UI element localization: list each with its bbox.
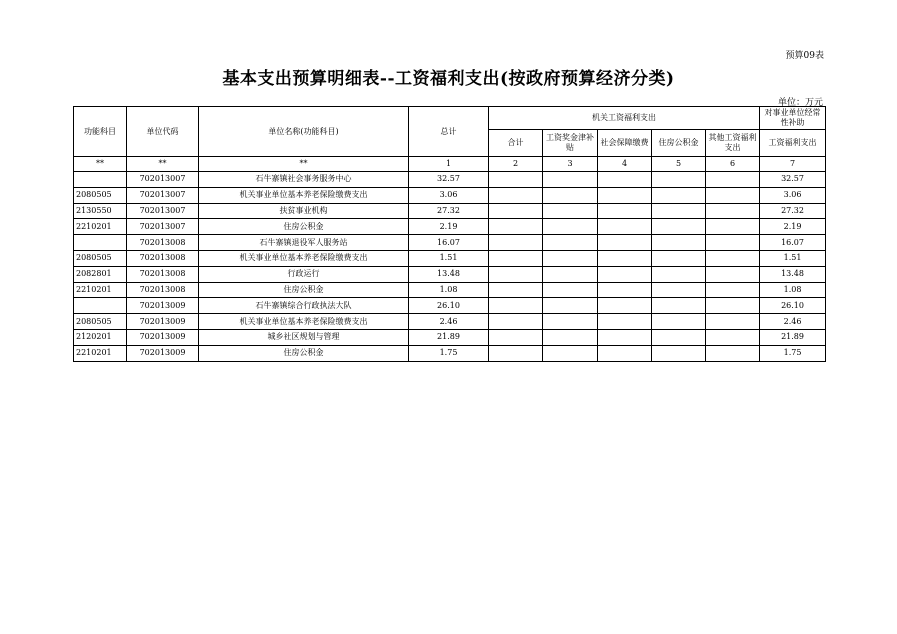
table-row <box>74 203 826 219</box>
inst-wage-cell: 32.57 <box>760 172 826 188</box>
other-cell <box>706 266 760 282</box>
table-row <box>74 282 826 298</box>
func-code-cell <box>74 235 127 251</box>
unit-name-cell: 机关事业单位基本养老保险缴费支出 <box>199 250 409 266</box>
unit-name-cell: 石牛寨镇退役军人服务站 <box>199 235 409 251</box>
col-other: 其他工资福利支出 <box>706 130 760 157</box>
unit-code-cell: 702013009 <box>127 345 199 361</box>
unit-name-cell: 住房公积金 <box>199 219 409 235</box>
total-cell: 16.07 <box>409 235 489 251</box>
total-cell: 3.06 <box>409 187 489 203</box>
housing-cell <box>652 172 706 188</box>
func-code-cell: 2210201 <box>74 219 127 235</box>
func-code-cell <box>74 298 127 314</box>
social-cell <box>598 282 652 298</box>
unit-name-cell: 机关事业单位基本养老保险缴费支出 <box>199 187 409 203</box>
social-cell <box>598 235 652 251</box>
total-cell: 1.08 <box>409 282 489 298</box>
housing-cell <box>652 345 706 361</box>
sum-cell <box>489 314 543 330</box>
housing-cell <box>652 266 706 282</box>
other-cell <box>706 329 760 345</box>
inst-wage-cell: 3.06 <box>760 187 826 203</box>
func-code-cell: 2130550 <box>74 203 127 219</box>
total-cell: 2.46 <box>409 314 489 330</box>
table-row <box>74 314 826 330</box>
col-social: 社会保障缴费 <box>598 130 652 157</box>
sum-cell <box>489 298 543 314</box>
index-row <box>74 157 826 172</box>
unit-name-cell: 石牛寨镇社会事务服务中心 <box>199 172 409 188</box>
col-wage: 工资奖金津补贴 <box>543 130 598 157</box>
sum-cell <box>489 250 543 266</box>
index-cell: ** <box>127 157 199 172</box>
table-row <box>74 266 826 282</box>
func-code-cell: 2080505 <box>74 187 127 203</box>
unit-name-cell: 住房公积金 <box>199 282 409 298</box>
other-cell <box>706 250 760 266</box>
other-cell <box>706 219 760 235</box>
social-cell <box>598 250 652 266</box>
social-cell <box>598 329 652 345</box>
sum-cell <box>489 219 543 235</box>
housing-cell <box>652 187 706 203</box>
unit-label: 单位：万元 <box>777 98 823 108</box>
housing-cell <box>652 235 706 251</box>
other-cell <box>706 235 760 251</box>
sum-cell <box>489 187 543 203</box>
total-cell: 27.32 <box>409 203 489 219</box>
inst-wage-cell: 1.08 <box>760 282 826 298</box>
sum-cell <box>489 235 543 251</box>
unit-code-cell: 702013007 <box>127 219 199 235</box>
inst-wage-cell: 1.75 <box>760 345 826 361</box>
housing-cell <box>652 250 706 266</box>
unit-code-cell: 702013007 <box>127 172 199 188</box>
sum-cell <box>489 266 543 282</box>
social-cell <box>598 266 652 282</box>
housing-cell <box>652 314 706 330</box>
housing-cell <box>652 298 706 314</box>
index-cell: 1 <box>409 157 489 172</box>
wage-cell <box>543 219 598 235</box>
wage-cell <box>543 329 598 345</box>
func-code-cell: 2210201 <box>74 282 127 298</box>
unit-code-cell: 702013009 <box>127 329 199 345</box>
inst-wage-cell: 2.46 <box>760 314 826 330</box>
col-unit-name: 单位名称(功能科目) <box>199 107 409 157</box>
col-group-org-welfare: 机关工资福利支出 <box>489 107 760 130</box>
other-cell <box>706 345 760 361</box>
func-code-cell: 2210201 <box>74 345 127 361</box>
housing-cell <box>652 329 706 345</box>
unit-code-cell: 702013007 <box>127 187 199 203</box>
page-title: 基本支出预算明细表--工资福利支出(按政府预算经济分类) <box>222 69 675 89</box>
inst-wage-cell: 27.32 <box>760 203 826 219</box>
func-code-cell: 2080505 <box>74 314 127 330</box>
inst-wage-cell: 13.48 <box>760 266 826 282</box>
sum-cell <box>489 172 543 188</box>
index-cell: ** <box>74 157 127 172</box>
index-cell: ** <box>199 157 409 172</box>
wage-cell <box>543 250 598 266</box>
table-row <box>74 219 826 235</box>
col-sum: 合计 <box>489 130 543 157</box>
other-cell <box>706 187 760 203</box>
inst-wage-cell: 16.07 <box>760 235 826 251</box>
sum-cell <box>489 329 543 345</box>
index-cell: 5 <box>652 157 706 172</box>
wage-cell <box>543 235 598 251</box>
inst-wage-cell: 2.19 <box>760 219 826 235</box>
wage-cell <box>543 282 598 298</box>
budget-table <box>73 106 826 362</box>
table-row <box>74 298 826 314</box>
table-row <box>74 172 826 188</box>
col-func-code: 功能科目 <box>74 107 127 157</box>
total-cell: 13.48 <box>409 266 489 282</box>
unit-code-cell: 702013008 <box>127 250 199 266</box>
social-cell <box>598 314 652 330</box>
col-group-inst-subsidy: 对事业单位经常性补助 <box>760 107 826 130</box>
unit-code-cell: 702013008 <box>127 266 199 282</box>
unit-name-cell: 城乡社区规划与管理 <box>199 329 409 345</box>
social-cell <box>598 345 652 361</box>
table-code: 预算09表 <box>785 51 824 61</box>
index-cell: 6 <box>706 157 760 172</box>
index-cell: 7 <box>760 157 826 172</box>
wage-cell <box>543 172 598 188</box>
unit-code-cell: 702013008 <box>127 282 199 298</box>
sum-cell <box>489 345 543 361</box>
unit-code-cell: 702013009 <box>127 298 199 314</box>
table-row <box>74 235 826 251</box>
index-cell: 3 <box>543 157 598 172</box>
table-row <box>74 187 826 203</box>
unit-code-cell: 702013009 <box>127 314 199 330</box>
other-cell <box>706 203 760 219</box>
sum-cell <box>489 203 543 219</box>
unit-name-cell: 住房公积金 <box>199 345 409 361</box>
unit-name-cell: 行政运行 <box>199 266 409 282</box>
total-cell: 1.75 <box>409 345 489 361</box>
table-row <box>74 329 826 345</box>
housing-cell <box>652 219 706 235</box>
total-cell: 2.19 <box>409 219 489 235</box>
inst-wage-cell: 1.51 <box>760 250 826 266</box>
other-cell <box>706 282 760 298</box>
wage-cell <box>543 266 598 282</box>
inst-wage-cell: 21.89 <box>760 329 826 345</box>
col-total: 总计 <box>409 107 489 157</box>
func-code-cell <box>74 172 127 188</box>
other-cell <box>706 314 760 330</box>
housing-cell <box>652 203 706 219</box>
wage-cell <box>543 314 598 330</box>
index-cell: 4 <box>598 157 652 172</box>
unit-name-cell: 机关事业单位基本养老保险缴费支出 <box>199 314 409 330</box>
unit-name-cell: 扶贫事业机构 <box>199 203 409 219</box>
col-housing: 住房公积金 <box>652 130 706 157</box>
func-code-cell: 2080505 <box>74 250 127 266</box>
table-row <box>74 250 826 266</box>
total-cell: 21.89 <box>409 329 489 345</box>
housing-cell <box>652 282 706 298</box>
social-cell <box>598 219 652 235</box>
inst-wage-cell: 26.10 <box>760 298 826 314</box>
social-cell <box>598 187 652 203</box>
social-cell <box>598 172 652 188</box>
func-code-cell: 2082801 <box>74 266 127 282</box>
wage-cell <box>543 345 598 361</box>
col-inst-wage: 工资福利支出 <box>760 130 826 157</box>
table-row <box>74 345 826 361</box>
total-cell: 32.57 <box>409 172 489 188</box>
wage-cell <box>543 187 598 203</box>
social-cell <box>598 203 652 219</box>
unit-code-cell: 702013008 <box>127 235 199 251</box>
wage-cell <box>543 298 598 314</box>
other-cell <box>706 298 760 314</box>
social-cell <box>598 298 652 314</box>
sum-cell <box>489 282 543 298</box>
func-code-cell: 2120201 <box>74 329 127 345</box>
index-cell: 2 <box>489 157 543 172</box>
col-unit-code: 单位代码 <box>127 107 199 157</box>
wage-cell <box>543 203 598 219</box>
unit-code-cell: 702013007 <box>127 203 199 219</box>
unit-name-cell: 石牛寨镇综合行政执法大队 <box>199 298 409 314</box>
total-cell: 26.10 <box>409 298 489 314</box>
other-cell <box>706 172 760 188</box>
total-cell: 1.51 <box>409 250 489 266</box>
